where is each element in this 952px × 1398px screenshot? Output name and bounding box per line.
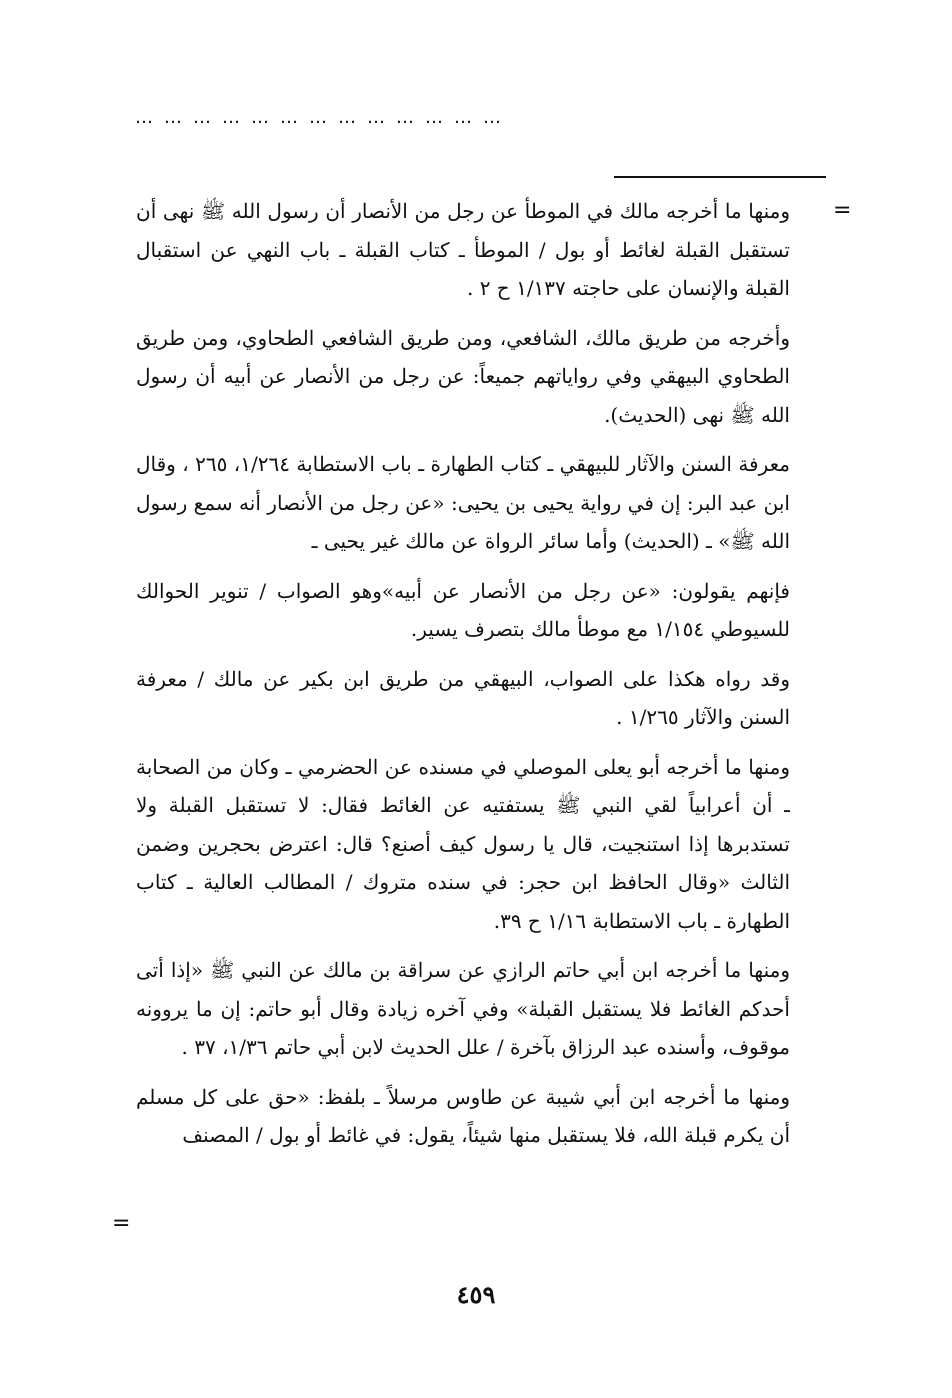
- footnote-paragraph: ومنها ما أخرجه ابن أبي شيبة عن طاوس مرسلاً ـ بلفظ: «حق على كل مسلم أن يكرم قبلة الله، فلا يستقبل منها شيئاً، يقول: في غائط أو بول / المصنف: [136, 1084, 790, 1147]
- footnote-paragraph: فإنهم يقولون: «عن رجل من الأنصار عن أبيه»وهو الصواب / تنوير الحوالك للسيوطي ١/١٥٤ مع موطأ مالك بتصرف يسير.: [136, 578, 790, 641]
- continuation-mark-bottom: =: [112, 1211, 131, 1236]
- continuation-mark-top: =: [833, 198, 852, 223]
- footnote-paragraph: معرفة السنن والآثار للبيهقي ـ كتاب الطهارة ـ باب الاستطابة ١/٢٦٤، ٢٦٥ ، وقال ابن عبد البر: إن في رواية يحيى بن يحيى: «عن رجل من الأنصار أنه سمع رسول الله ﷺ» ـ (الحديث) وأما سائر الرواة عن مالك غير يحيى ـ: [136, 452, 790, 553]
- footnote-paragraph: ومنها ما أخرجه ابن أبي حاتم الرازي عن سراقة بن مالك عن النبي ﷺ «إذا أتى أحدكم الغائط فلا يستقبل القبلة» وفي آخره زيادة وقال أبو حاتم: إن ما يروونه موقوف، وأسنده عبد الرزاق بآخرة / علل الحديث لابن أبي حاتم ١/٣٦، ٣٧ .: [136, 958, 790, 1059]
- header-dotted-rule: …………………………………: [135, 108, 512, 128]
- footnote-paragraph: وأخرجه من طريق مالك، الشافعي، ومن طريق الشافعي الطحاوي، ومن طريق الطحاوي البيهقي وفي رواياتهم جميعاً: عن رجل من الأنصار عن أبيه أن رسول الله ﷺ نهى (الحديث).: [136, 325, 790, 427]
- footnote-separator-line: [614, 176, 826, 178]
- footnotes-block: [136, 192, 790, 1272]
- page-number: ٤٥٩: [456, 1280, 496, 1309]
- footnote-paragraph: ومنها ما أخرجه أبو يعلى الموصلي في مسنده عن الحضرمي ـ وكان من الصحابة ـ أن أعرابياً لقي النبي ﷺ يستفتيه عن الغائط فقال: لا تستقبل القبلة ولا تستدبرها إذا استنجيت، قال يا رسول كيف أصنع؟ قال: اعترض بحجرين وضمن الثالث «وقال الحافظ ابن حجر: في سنده متروك / المطالب العالية ـ كتاب الطهارة ـ باب الاستطابة ١/١٦ ح ٣٩.: [136, 754, 790, 933]
- footnote-paragraph: ومنها ما أخرجه مالك في الموطأ عن رجل من الأنصار أن رسول الله ﷺ نهى أن تستقبل القبلة لغائط أو بول / الموطأ ـ كتاب القبلة ـ باب النهي عن استقبال القبلة والإنسان على حاجته ١/١٣٧ ح ٢ .: [136, 199, 790, 300]
- footnote-paragraph: وقد رواه هكذا على الصواب، البيهقي من طريق ابن بكير عن مالك / معرفة السنن والآثار ١/٢٦٥ .: [136, 666, 790, 729]
